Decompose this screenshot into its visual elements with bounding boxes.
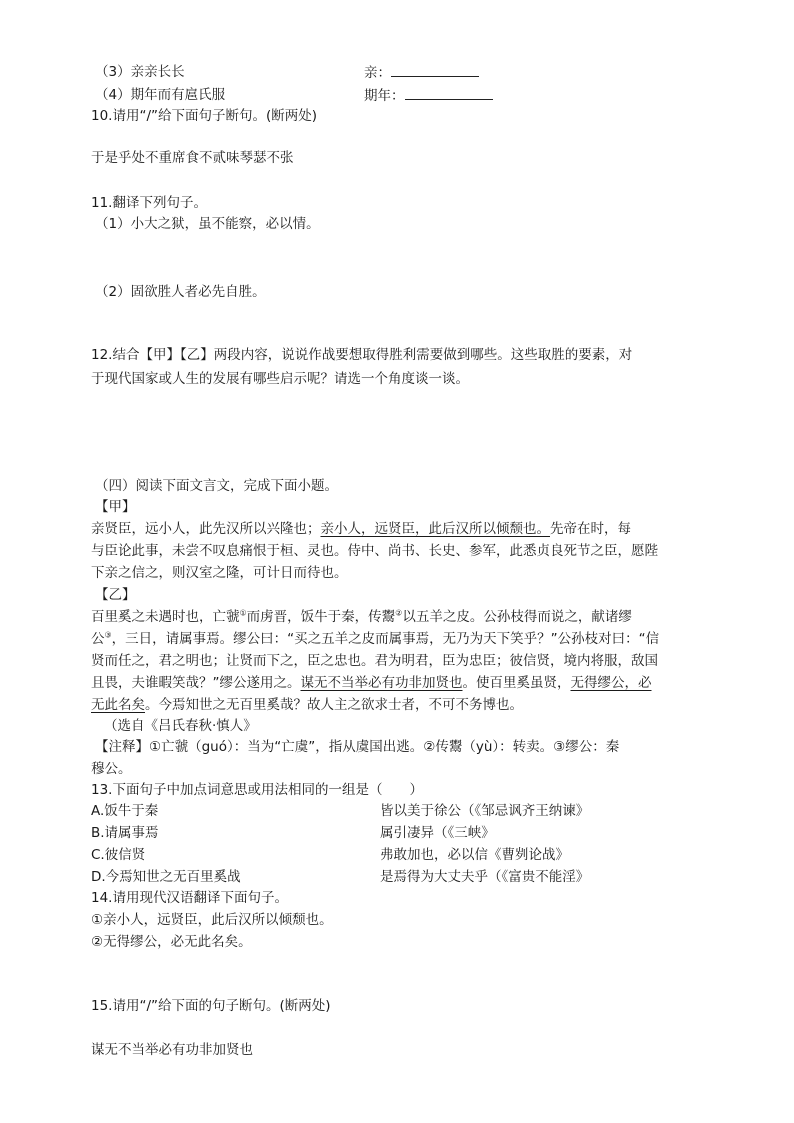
yi-underlined-sentence-2a: 无得缪公，必: [570, 675, 652, 691]
q11-sentence-1: （1）小大之狱，虽不能察，必以情。: [95, 216, 320, 232]
jia-line-1-c: 先帝在时，每: [550, 521, 631, 537]
source-citation: （选自《吕氏春秋·慎人》: [104, 718, 257, 734]
q13-option-c[interactable]: C.彼信贤: [91, 847, 146, 863]
q11-sentence-2: （2）固欲胜人者必先自胜。: [95, 284, 266, 300]
yi-underlined-sentence-2b: 无此名矣: [91, 697, 145, 713]
note-ref-2: ②: [395, 608, 403, 618]
q14-prompt: 14.请用现代汉语翻译下面句子。: [91, 890, 288, 906]
notes-line-2: 穆公。: [91, 761, 132, 777]
yi-underlined-sentence-1: 谋无不当举必有功非加贤也: [300, 675, 463, 691]
q14-sentence-1: ①亲小人，远贤臣，此后汉所以倾颓也。: [91, 912, 333, 928]
yi-line-1: [91, 607, 632, 627]
q10-prompt: 10.请用“/”给下面句子断句。(断两处): [91, 108, 318, 124]
yi-line-5-b: 。今焉知世之无百里奚哉？故人主之欲求士者，不可不务博也。: [145, 697, 523, 713]
q13-option-d[interactable]: D.今焉知世之无百里奚战: [91, 869, 241, 885]
q13-prompt: 13.下面句子中加点词意思或用法相同的一组是（ ）: [91, 782, 423, 798]
yi-line-1-a: 百里奚之未遇时也，亡虢: [91, 609, 240, 625]
jia-line-2: 与臣论此事，未尝不叹息痛恨于桓、灵也。侍中、尚书、长史、参军，此悉贞良死节之臣，愿陛: [91, 543, 658, 559]
q9-item3-label: （3）亲亲长长: [95, 64, 185, 80]
q9-item3-answer: [364, 62, 479, 83]
jia-label: 【甲】: [95, 499, 136, 515]
yi-line-2: [91, 629, 659, 649]
notes-line-1: 【注释】①亡虢（guó）：当为“亡虞”，指从虞国出逃。②传鬻（yù）：转卖。③缪公：秦: [95, 739, 620, 755]
q15-sentence: 谋无不当举必有功非加贤也: [91, 1042, 253, 1058]
yi-line-3: 贤而任之，君之明也；让贤而下之，臣之忠也。君为明君，臣为忠臣；彼信贤，境内将服，敌国: [91, 653, 658, 669]
q12-line-2: 于现代国家或人生的发展有哪些启示呢？请选一个角度谈一谈。: [91, 371, 469, 387]
jia-underlined-sentence: 亲小人，远贤臣，此后汉所以倾颓也。: [320, 521, 550, 537]
note-ref-1: ①: [239, 608, 247, 618]
jia-line-3: 下亲之信之，则汉室之隆，可计日而待也。: [91, 565, 348, 581]
yi-line-4: [91, 673, 652, 693]
q13-option-d-compare: 是焉得为大丈夫乎（《富贵不能淫》: [380, 869, 590, 885]
q9-item4-prefix: 期年：: [364, 88, 405, 104]
yi-line-2-a: 公: [91, 631, 105, 647]
note-ref-3: ③: [104, 630, 112, 640]
answer-blank[interactable]: [405, 85, 493, 100]
q13-option-a[interactable]: A.饭牛于秦: [91, 803, 159, 819]
yi-label: 【乙】: [95, 587, 136, 603]
q10-sentence: 于是乎处不重席食不贰味琴瑟不张: [91, 150, 294, 166]
q15-prompt: 15.请用“/”给下面的句子断句。(断两处): [91, 998, 331, 1014]
q14-sentence-2: ②无得缪公，必无此名矣。: [91, 934, 252, 950]
yi-line-1-b: 而虏晋，饭牛于秦，传鬻: [246, 609, 396, 625]
q9-item4-label: （4）期年而有扈氏服: [95, 87, 226, 103]
q13-option-a-compare: 皆以美于徐公（《邹忌讽齐王纳谏》: [380, 803, 590, 819]
q13-option-b-compare: 属引凄异（《三峡》: [380, 825, 495, 841]
yi-line-4-a: 且畏，夫谁暇笑哉？”缪公遂用之。: [91, 675, 301, 691]
yi-line-1-c: 以五羊之皮。公孙枝得而说之，献诸缪: [402, 609, 632, 625]
q9-item4-answer: [364, 85, 493, 106]
jia-line-1: [91, 519, 631, 539]
q13-option-b[interactable]: B.请属事焉: [91, 825, 159, 841]
q9-item3-prefix: 亲：: [364, 65, 391, 81]
jia-line-1-a: 亲贤臣，远小人，此先汉所以兴隆也；: [91, 521, 321, 537]
q13-option-c-compare: 弗敢加也，必以信《曹刿论战》: [380, 847, 569, 863]
q12-line-1: 12.结合【甲】【乙】两段内容，说说作战要想取得胜利需要做到哪些。这些取胜的要素，对: [91, 347, 633, 363]
q11-prompt: 11.翻译下列句子。: [91, 195, 207, 211]
yi-line-2-b: ，三日，请属事焉。缪公曰：“买之五羊之皮而属事焉，无乃为天下笑乎？”公孙枝对曰：“信: [111, 631, 660, 647]
yi-line-4-c: 。使百里奚虽贤，: [462, 675, 571, 691]
part4-heading: （四）阅读下面文言文，完成下面小题。: [95, 478, 338, 494]
yi-line-5: [91, 695, 523, 715]
answer-blank[interactable]: [391, 62, 479, 77]
